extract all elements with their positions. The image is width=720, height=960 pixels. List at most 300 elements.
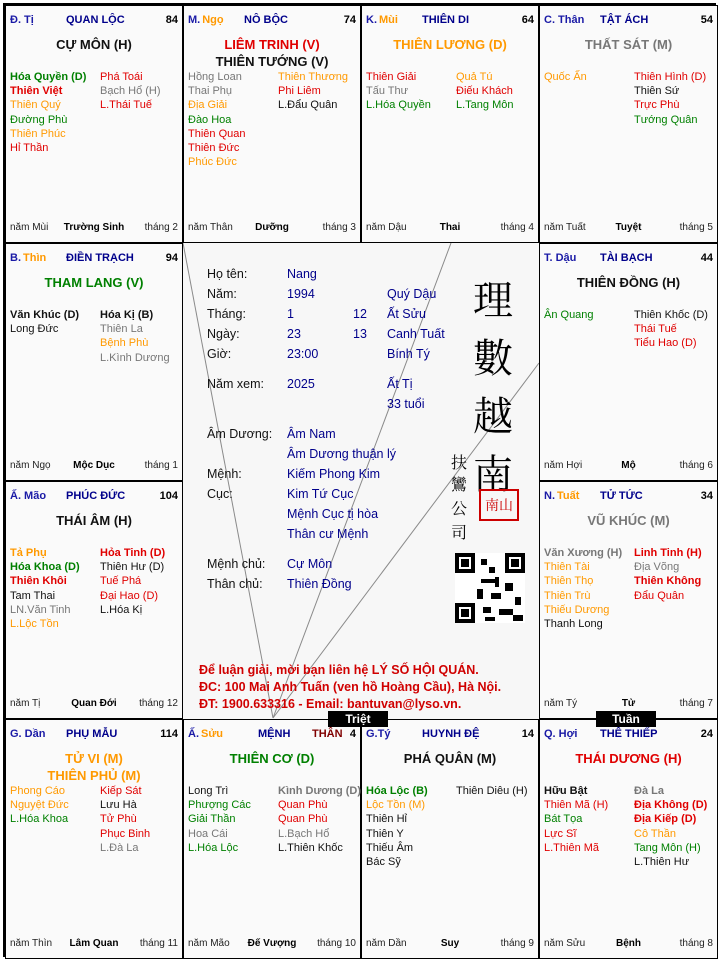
info-hour: 23:00: [287, 347, 319, 361]
palace-branch: [544, 252, 576, 264]
minor-star: Thiên Quý: [10, 99, 61, 112]
branch-stem: N.: [544, 490, 555, 502]
palace-branch: [10, 728, 45, 740]
minor-stars-left: [188, 70, 245, 169]
palace-age: 64: [521, 14, 534, 26]
palace-year: năm Mão: [188, 938, 230, 949]
seal-char-4: 南: [473, 452, 513, 498]
minor-star: Phục Binh: [100, 827, 151, 840]
minor-star: L.Đẩu Quân: [278, 99, 338, 112]
minor-star: Văn Xương (H): [544, 547, 623, 559]
palace-footer: [544, 698, 713, 710]
main-star: THIÊN TƯỚNG (V): [215, 54, 329, 69]
branch-stem: Ấ. Mão: [10, 490, 47, 502]
palace-name: TỬ TỨC: [600, 490, 643, 502]
minor-star: L.Kình Dương: [100, 351, 170, 364]
minor-star: Thiên Khốc (D): [634, 309, 708, 321]
minor-star: Thiên Hư (D): [100, 561, 165, 574]
info-menhchu: Cự Môn: [287, 557, 333, 571]
palace-name: THÊ THIẾP: [600, 728, 658, 740]
palace-than-label: THÂN: [312, 728, 343, 740]
minor-stars-right: [278, 784, 361, 855]
minor-star: Văn Khúc (D): [10, 309, 80, 321]
info-hour-cc: Bính Tý: [387, 347, 430, 361]
minor-star: Tấu Thư: [366, 85, 409, 98]
palace-cell-ti[interactable]: [5, 5, 183, 243]
palace-name: TÀI BẠCH: [600, 252, 653, 264]
minor-star: L.Đà La: [100, 841, 139, 854]
branch-element: Sửu: [201, 728, 224, 740]
minor-star: Điếu Khách: [456, 85, 513, 98]
palace-footer: [10, 222, 178, 234]
minor-star: Địa Giải: [188, 99, 228, 112]
palace-stage: Bệnh: [616, 938, 641, 949]
branch-stem: Q. Hợi: [544, 728, 578, 740]
branch-stem: B.: [10, 252, 21, 264]
palace-header: [366, 728, 534, 742]
minor-stars-right: [278, 70, 348, 113]
info-month: 1: [287, 307, 294, 321]
minor-star: L.Hóa Khoa: [10, 813, 69, 826]
minor-star: Lực Sĩ: [544, 827, 577, 840]
palace-stage: Dưỡng: [255, 222, 289, 233]
palace-year: năm Sửu: [544, 938, 586, 949]
info-menh: Kiếm Phong Kim: [287, 467, 381, 481]
palace-age: 84: [165, 14, 178, 26]
tuvi-chart: [3, 3, 716, 957]
info-thanchu: Thiên Đồng: [287, 577, 352, 591]
palace-age: 114: [160, 728, 178, 740]
info-amduong: Âm Nam: [287, 427, 336, 441]
minor-star: L.Thái Tuế: [100, 99, 152, 112]
minor-stars-left: [544, 308, 594, 322]
palace-month: tháng 1: [144, 460, 178, 471]
minor-star: Thiên Hình (D): [634, 71, 707, 83]
palace-age: 34: [700, 490, 713, 502]
palace-cell-tuat[interactable]: [539, 481, 718, 719]
minor-star: LN.Văn Tinh: [10, 603, 71, 616]
minor-star: Hỉ Thần: [10, 142, 49, 155]
branch-element: Ngọ: [202, 14, 224, 26]
seal-stamp: 南山: [479, 489, 519, 521]
minor-star: Thiên Tài: [544, 561, 590, 574]
palace-name: PHỤ MẪU: [66, 728, 118, 740]
branch-stem: K.: [366, 14, 377, 26]
minor-star: Đà La: [634, 785, 664, 797]
info-month-l: 12: [353, 307, 367, 321]
minor-star: Thiên Trù: [544, 589, 591, 602]
palace-age: 74: [343, 14, 356, 26]
palace-cell-mui[interactable]: [361, 5, 539, 243]
palace-stage: Tử: [621, 698, 636, 709]
branch-stem: Đ. Tị: [10, 14, 34, 26]
palace-header: [10, 490, 178, 504]
minor-star: Hóa Khoa (D): [10, 561, 80, 574]
minor-star: Thiên Quan: [188, 127, 246, 140]
minor-star: Địa Không (D): [634, 799, 708, 812]
info-month-label: Tháng:: [207, 307, 246, 321]
branch-element: Tuất: [557, 490, 580, 502]
minor-star: Hóa Quyền (D): [10, 71, 87, 83]
main-stars: [362, 750, 538, 767]
seal-char-3: 越: [473, 394, 513, 440]
minor-stars-right: [100, 546, 165, 617]
main-stars: [6, 36, 182, 53]
palace-name: ĐIỀN TRẠCH: [66, 252, 134, 264]
palace-year: năm Tuất: [544, 222, 586, 233]
minor-star: Tử Phù: [100, 813, 137, 826]
info-cuc3: Thân cư Mệnh: [287, 527, 369, 541]
contact-line-2: ĐC: 100 Mai Anh Tuấn (ven hồ Hoàng Cầu), Hà Nội.: [199, 680, 502, 694]
palace-cell-suu[interactable]: [183, 719, 361, 959]
minor-star: Hồng Loan: [188, 71, 242, 83]
minor-star: Bệnh Phù: [100, 337, 149, 350]
minor-stars-left: [544, 784, 608, 855]
minor-stars-right: [100, 784, 150, 855]
minor-stars-right: [634, 546, 702, 603]
minor-star: Thai Phụ: [188, 85, 233, 98]
minor-star: Kiếp Sát: [100, 785, 142, 797]
main-stars: [184, 750, 360, 767]
minor-star: Trực Phù: [634, 99, 680, 112]
minor-star: Bạch Hổ (H): [100, 85, 161, 98]
main-star: TỬ VI (M): [65, 751, 123, 766]
palace-name: THIÊN DI: [422, 14, 470, 26]
main-stars: [540, 750, 717, 767]
minor-star: Lộc Tồn (M): [366, 799, 426, 812]
main-stars: [540, 36, 717, 53]
minor-star: Tướng Quân: [634, 113, 698, 126]
info-view-label: Năm xem:: [207, 377, 264, 391]
palace-month: tháng 9: [500, 938, 534, 949]
minor-star: L.Hóa Quyền: [366, 99, 431, 112]
palace-age: 94: [165, 252, 178, 264]
minor-stars-right: [456, 784, 528, 798]
palace-header: [188, 14, 356, 28]
palace-header: [188, 728, 356, 742]
main-star: THIÊN LƯƠNG (D): [393, 37, 507, 52]
palace-header: [10, 728, 178, 742]
main-star: THAM LANG (V): [44, 275, 144, 290]
info-month-cc: Ất Sửu: [387, 307, 426, 321]
palace-month: tháng 7: [679, 698, 713, 709]
main-star: THIÊN CƠ (D): [229, 751, 315, 766]
palace-header: [544, 252, 713, 266]
palace-cell-mao[interactable]: [5, 481, 183, 719]
triet-tag: Triệt: [328, 711, 388, 727]
palace-cell-ngo[interactable]: [183, 5, 361, 243]
palace-stage: Đế Vượng: [247, 938, 297, 949]
branch-stem: G. Dần: [10, 728, 46, 740]
branch-element: Mùi: [379, 14, 398, 26]
palace-month: tháng 5: [679, 222, 713, 233]
minor-star: Long Trì: [188, 785, 229, 797]
palace-cell-hoi[interactable]: [539, 719, 718, 959]
info-day-cc: Canh Tuất: [387, 327, 445, 341]
minor-star: Hỏa Tinh (D): [100, 547, 166, 559]
minor-star: Tam Thai: [10, 589, 56, 602]
palace-footer: [544, 938, 713, 950]
minor-star: Thiếu Dương: [544, 603, 610, 616]
palace-branch: [366, 728, 390, 740]
info-year-cc: Quý Dậu: [387, 287, 437, 301]
palace-name: PHÚC ĐỨC: [66, 490, 126, 502]
minor-star: Thiên Y: [366, 827, 404, 840]
minor-star: Đẩu Quân: [634, 589, 685, 602]
palace-name: HUYNH ĐỆ: [422, 728, 480, 740]
main-star: THIÊN ĐỒNG (H): [576, 275, 681, 290]
palace-age: 4: [349, 728, 356, 740]
palace-cell-ty[interactable]: [361, 719, 539, 959]
minor-star: Long Đức: [10, 323, 59, 336]
palace-header: [544, 14, 713, 28]
info-amduong2: Âm Dương thuận lý: [287, 447, 396, 461]
minor-star: Thiên Phúc: [10, 127, 66, 140]
minor-stars-right: [456, 70, 513, 113]
info-day-l: 13: [353, 327, 367, 341]
minor-star: L.Hóa Kị: [100, 603, 143, 616]
minor-star: L.Thiên Mã: [544, 841, 600, 854]
minor-star: Quả Tú: [456, 71, 493, 83]
palace-month: tháng 2: [144, 222, 178, 233]
info-view-cc: Ất Tị: [387, 377, 413, 391]
palace-footer: [366, 222, 534, 234]
palace-year: năm Mùi: [10, 222, 49, 233]
main-stars: [540, 512, 717, 529]
palace-year: năm Thân: [188, 222, 233, 233]
minor-stars-left: [366, 70, 431, 113]
center-info: [185, 243, 540, 719]
minor-star: Hóa Kị (B): [100, 309, 154, 321]
main-star: VŨ KHÚC (M): [587, 513, 670, 528]
palace-month: tháng 3: [322, 222, 356, 233]
branch-stem: G.Tý: [366, 728, 391, 740]
minor-stars-left: [10, 784, 69, 827]
palace-month: tháng 10: [317, 938, 356, 949]
info-year-label: Năm:: [207, 287, 237, 301]
minor-star: Linh Tinh (H): [634, 547, 702, 559]
branch-stem: C. Thân: [544, 14, 585, 26]
palace-header: [10, 14, 178, 28]
minor-star: Thiên Diêu (H): [456, 785, 528, 797]
minor-star: Thanh Long: [544, 618, 603, 631]
minor-star: Tiểu Hao (D): [634, 337, 697, 350]
palace-year: năm Ngọ: [10, 460, 51, 471]
tuan-tag: Tuần: [596, 711, 656, 727]
minor-stars-right: [100, 70, 161, 113]
palace-month: tháng 11: [139, 938, 178, 949]
seal-char-2: 數: [473, 336, 513, 382]
palace-year: năm Tý: [544, 698, 578, 709]
palace-stage: Thai: [439, 222, 461, 233]
minor-star: Ân Quang: [544, 309, 594, 321]
minor-star: Phong Cáo: [10, 785, 66, 797]
minor-star: Tuế Phá: [100, 575, 142, 588]
palace-branch: [366, 14, 398, 26]
palace-name: NÔ BỘC: [244, 14, 288, 26]
minor-star: Đào Hoa: [188, 113, 232, 126]
info-cuc-label: Cục:: [207, 487, 233, 501]
info-year: 1994: [287, 287, 315, 301]
info-name: Nang: [287, 267, 317, 281]
palace-branch: [188, 14, 224, 26]
minor-star: Phượng Các: [188, 799, 251, 812]
info-cuc: Kim Tứ Cục: [287, 487, 354, 501]
minor-star: Thiên Thọ: [544, 575, 594, 588]
minor-star: Quan Phù: [278, 799, 328, 812]
minor-stars-left: [10, 546, 80, 631]
minor-star: Tang Môn (H): [634, 841, 701, 854]
minor-stars-right: [100, 308, 170, 365]
minor-stars-left: [544, 546, 622, 631]
palace-age: 44: [700, 252, 713, 264]
minor-star: Địa Võng: [634, 561, 680, 574]
minor-stars-right: [634, 70, 706, 127]
minor-star: Thiên Hỉ: [366, 813, 407, 826]
main-star: THÁI DƯƠNG (H): [575, 751, 682, 766]
palace-age: 24: [700, 728, 713, 740]
info-cuc2: Mệnh Cục tị hòa: [287, 507, 379, 521]
main-star: THẤT SÁT (M): [584, 37, 673, 52]
palace-footer: [10, 698, 178, 710]
palace-branch: [10, 14, 34, 26]
main-star: PHÁ QUÂN (M): [403, 751, 497, 766]
qr-code[interactable]: [455, 553, 525, 623]
minor-star: Quan Phù: [278, 813, 328, 826]
palace-age: 54: [700, 14, 713, 26]
palace-name: QUAN LỘC: [66, 14, 125, 26]
palace-age: 104: [159, 490, 178, 502]
palace-name: TẬT ÁCH: [600, 14, 649, 26]
palace-stage: Trường Sinh: [63, 222, 125, 233]
palace-footer: [10, 460, 178, 472]
main-stars: [540, 274, 717, 291]
info-age: 33 tuổi: [387, 397, 425, 411]
palace-cell-dau[interactable]: [539, 243, 718, 481]
palace-stage: Tuyệt: [615, 222, 642, 233]
palace-month: tháng 6: [679, 460, 713, 471]
minor-star: Lưu Hà: [100, 799, 137, 812]
palace-header: [366, 14, 534, 28]
palace-cell-than[interactable]: [539, 5, 718, 243]
branch-stem: Ấ.: [188, 728, 199, 740]
seal-small-1: 扶: [451, 453, 468, 472]
info-day: 23: [287, 327, 301, 341]
minor-star: Kình Dương (D): [278, 785, 361, 797]
main-stars: [6, 274, 182, 291]
palace-name: MỆNH: [258, 728, 291, 740]
minor-star: Thiên Việt: [10, 85, 63, 98]
minor-star: L.Thiên Khốc: [278, 841, 343, 854]
palace-year: năm Dần: [366, 938, 407, 949]
palace-stage: Quan Đới: [71, 698, 117, 709]
palace-footer: [366, 938, 534, 950]
info-menhchu-label: Mệnh chủ:: [207, 557, 266, 571]
minor-stars-left: [10, 70, 86, 155]
palace-branch: [10, 252, 46, 264]
main-star: THIÊN PHỦ (M): [47, 768, 141, 783]
palace-year: năm Dậu: [366, 222, 407, 233]
main-star: CỰ MÔN (H): [56, 37, 132, 52]
palace-month: tháng 8: [679, 938, 713, 949]
info-hour-label: Giờ:: [207, 347, 232, 361]
minor-star: Hóa Lộc (B): [366, 785, 428, 797]
contact-line-3: ĐT: 1900.633316 - Email: bantuvan@lyso.vn.: [199, 697, 462, 711]
palace-cell-thin[interactable]: [5, 243, 183, 481]
info-thanchu-label: Thân chủ:: [207, 577, 263, 591]
minor-stars-left: [366, 784, 428, 869]
palace-stage: Mộ: [621, 460, 636, 471]
minor-star: L.Thiên Hư: [634, 856, 690, 869]
seal-small-2: 鸞: [451, 475, 468, 494]
seal-char-1: 理: [473, 278, 513, 324]
main-stars: [362, 36, 538, 53]
palace-age: 14: [521, 728, 534, 740]
minor-stars-right: [634, 784, 707, 869]
minor-star: Địa Kiếp (D): [634, 813, 697, 826]
minor-star: L.Bạch Hổ: [278, 827, 330, 840]
main-stars: [6, 750, 182, 784]
minor-star: Thiên Thương: [278, 71, 349, 83]
minor-stars-left: [10, 308, 79, 336]
minor-stars-left: [544, 70, 587, 84]
info-day-label: Ngày:: [207, 327, 240, 341]
minor-star: Thiên Mã (H): [544, 799, 609, 812]
palace-footer: [188, 222, 356, 234]
minor-star: L.Lộc Tồn: [10, 618, 59, 631]
info-menh-label: Mệnh:: [207, 467, 242, 481]
info-amduong-label: Âm Dương:: [207, 427, 273, 441]
minor-star: Thiên La: [100, 323, 143, 336]
palace-stage: Suy: [440, 938, 460, 949]
branch-element: Thìn: [23, 252, 47, 264]
minor-star: Hoa Cái: [188, 827, 228, 840]
minor-star: L.Hóa Lộc: [188, 841, 239, 854]
palace-year: năm Tị: [10, 698, 41, 709]
minor-star: Thiên Giải: [366, 71, 417, 83]
minor-star: Thiên Đức: [188, 142, 240, 155]
palace-cell-dan[interactable]: [5, 719, 183, 959]
minor-star: Giải Thần: [188, 813, 236, 826]
seal-small-3: 公: [451, 499, 468, 518]
palace-footer: [188, 938, 356, 950]
minor-star: Nguyệt Đức: [10, 799, 69, 812]
minor-star: Đường Phù: [10, 113, 68, 126]
minor-star: Thiên Sứ: [634, 85, 680, 98]
minor-star: L.Tang Môn: [456, 99, 514, 112]
palace-branch: [544, 490, 579, 502]
main-stars: [6, 512, 182, 529]
minor-star: Phá Toái: [100, 71, 143, 83]
minor-stars-right: [634, 308, 708, 351]
palace-branch: [10, 490, 46, 502]
minor-star: Thiếu Âm: [366, 841, 414, 854]
palace-month: tháng 4: [500, 222, 534, 233]
info-view: 2025: [287, 377, 315, 391]
minor-star: Thiên Không: [634, 575, 702, 588]
minor-star: Cô Thần: [634, 827, 676, 840]
palace-header: [10, 252, 178, 266]
palace-branch: [544, 728, 578, 740]
palace-year: năm Hợi: [544, 460, 583, 471]
palace-branch: [544, 14, 584, 26]
minor-star: Bát Tọa: [544, 813, 583, 826]
minor-star: Bác Sỹ: [366, 856, 401, 869]
minor-stars-left: [188, 784, 251, 855]
palace-header: [544, 490, 713, 504]
palace-footer: [544, 222, 713, 234]
palace-footer: [10, 938, 178, 950]
